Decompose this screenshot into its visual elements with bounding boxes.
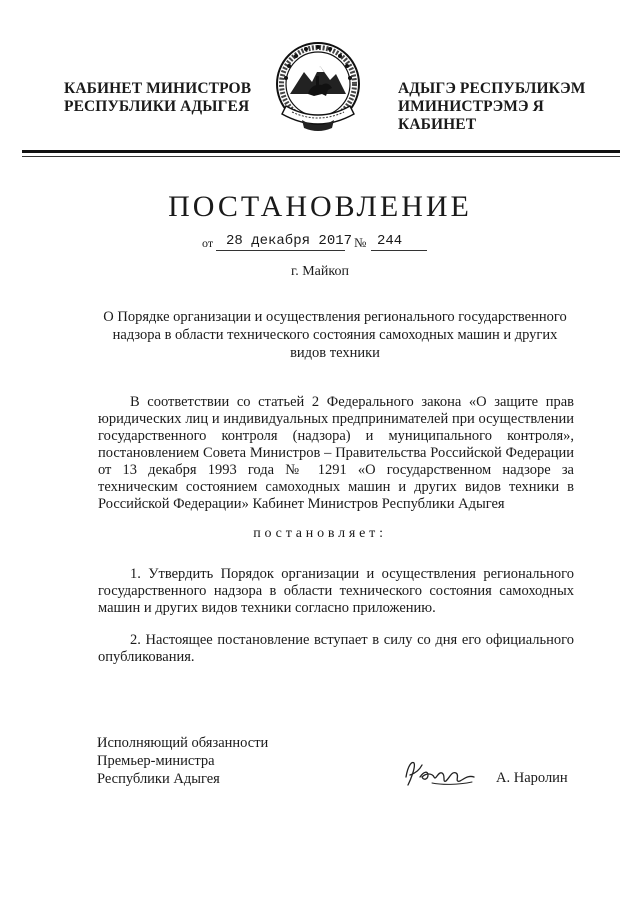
resolves-heading: постановляет:	[253, 526, 387, 541]
header-divider-thick	[22, 150, 620, 153]
signatory-line3: Республики Адыгея	[97, 771, 220, 787]
number-sign: №	[354, 235, 367, 250]
resolution-item-2: 2. Настоящее постановление вступает в силу со дня его официального опубликования.	[98, 632, 574, 665]
handwritten-signature	[402, 755, 482, 791]
signatory-position	[97, 734, 317, 788]
document-city: г. Майкоп	[291, 264, 349, 279]
preamble-paragraph: В соответствии со статьей 2 Федерального закона «О защите прав юридических лиц и индивидуальных предпринимателей при осуществлении государственного контроля (надзора) и муниципального контроля», постановлением Совета Министров – Правительства Российской Федерации от 13 декабря 1993 года № 1291 «О государственном надзоре за техническим состоянием самоходных машин и других видов техники в Российской Федерации» Кабинет Министров Республики Адыгея	[98, 394, 574, 512]
document-number: 244	[377, 233, 403, 249]
signatory-name: А. Наролин	[496, 770, 568, 786]
header-right-line1: АДЫГЭ РЕСПУБЛИКЭМ	[398, 80, 586, 97]
resolution-item-1: 1. Утвердить Порядок организации и осуществления регионального государственного надзора в области технического состояния самоходных машин и других видов техники согласно приложению.	[98, 566, 574, 616]
header-right-line2: ИМИНИСТРЭМЭ Я КАБИНЕТ	[398, 98, 544, 133]
header-left-line2: РЕСПУБЛИКИ АДЫГЕЯ	[64, 98, 250, 115]
header-divider-thin	[22, 156, 620, 157]
header-left-block	[64, 80, 274, 116]
document-title: ПОСТАНОВЛЕНИЕ	[168, 190, 472, 223]
document-subject: О Порядке организации и осуществления регионального государственного надзора в области технического состояния самоходных машин и других видов техники	[103, 309, 567, 361]
date-prefix: от	[202, 236, 214, 250]
document-date: 28 декабря 2017	[226, 233, 353, 249]
number-underline	[371, 250, 427, 251]
header-right-block	[398, 80, 618, 134]
signatory-line1: Исполняющий обязанности	[97, 735, 269, 751]
signatory-line2: Премьер-министра	[97, 753, 215, 769]
republic-of-adygea-coat-of-arms-icon	[272, 38, 364, 134]
date-underline	[216, 250, 345, 251]
header-left-line1: КАБИНЕТ МИНИСТРОВ	[64, 80, 252, 97]
